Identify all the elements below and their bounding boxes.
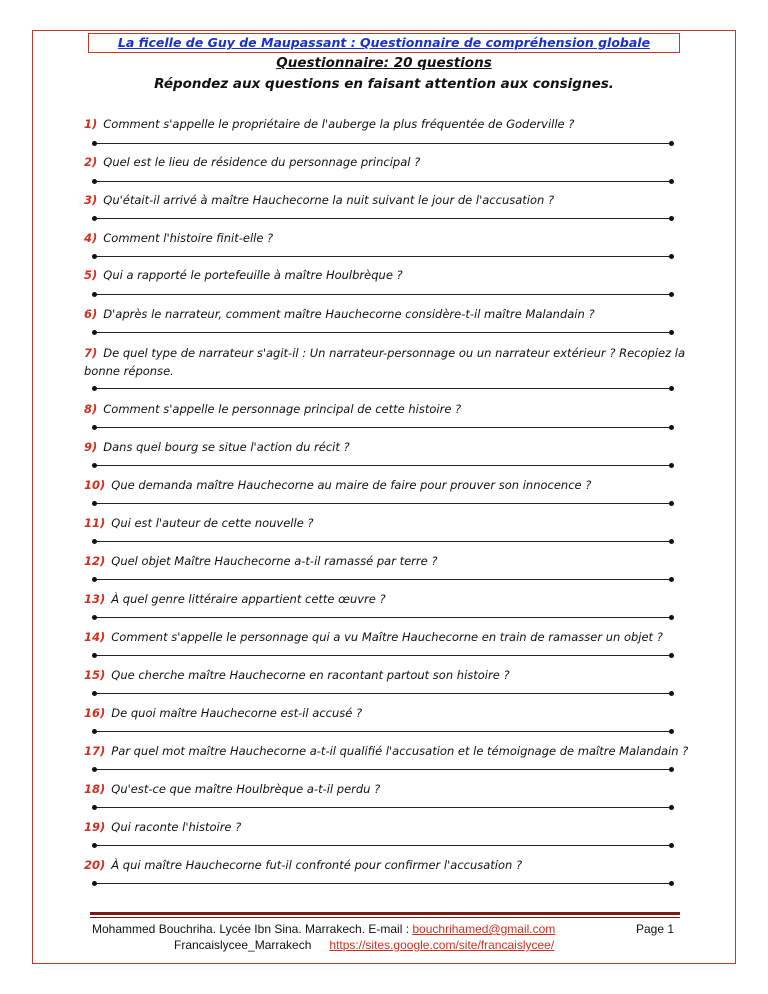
question-item xyxy=(84,704,689,722)
question-text: Que demanda maître Hauchecorne au maire de faire pour prouver son innocence ? xyxy=(111,478,592,492)
answer-line[interactable] xyxy=(94,465,672,466)
question-text: D'après le narrateur, comment maître Hauchecorne considère-t-il maître Malandain ? xyxy=(103,307,595,321)
question-item xyxy=(84,818,689,836)
question-item xyxy=(84,438,689,456)
question-text: Quel est le lieu de résidence du personnage principal ? xyxy=(103,155,421,169)
question-number: 11) xyxy=(84,516,106,530)
page-number: Page 1 xyxy=(636,922,675,936)
question-text: Comment s'appelle le personnage qui a vu Maître Hauchecorne en train de ramasser un objet ? xyxy=(111,630,663,644)
question-item xyxy=(84,590,689,608)
answer-line[interactable] xyxy=(94,693,672,694)
answer-line[interactable] xyxy=(94,256,672,257)
answer-line[interactable] xyxy=(94,503,672,504)
question-number: 7) xyxy=(84,346,98,360)
question-text: Comment s'appelle le propriétaire de l'auberge la plus fréquentée de Goderville ? xyxy=(103,117,575,131)
question-item xyxy=(84,344,689,380)
question-number: 20) xyxy=(84,858,106,872)
answer-line[interactable] xyxy=(94,332,672,333)
question-item xyxy=(84,552,689,570)
question-text: Qui a rapporté le portefeuille à maître Houlbrèque ? xyxy=(103,268,403,282)
question-text: Comment l'histoire finit-elle ? xyxy=(103,231,274,245)
question-number: 1) xyxy=(84,117,98,131)
question-item xyxy=(84,229,689,247)
footer-site xyxy=(174,938,554,952)
question-item xyxy=(84,666,689,684)
answer-line[interactable] xyxy=(94,181,672,182)
question-text: Dans quel bourg se situe l'action du récit ? xyxy=(103,440,350,454)
question-number: 14) xyxy=(84,630,106,644)
answer-line[interactable] xyxy=(94,883,672,884)
question-text: À quel genre littéraire appartient cette œuvre ? xyxy=(111,592,386,606)
answer-line[interactable] xyxy=(94,427,672,428)
question-number: 13) xyxy=(84,592,106,606)
question-text: Qu'était-il arrivé à maître Hauchecorne la nuit suivant le jour de l'accusation ? xyxy=(103,193,555,207)
question-number: 10) xyxy=(84,478,106,492)
footer-email-link[interactable]: bouchrihamed@gmail.com xyxy=(412,922,556,936)
question-number: 6) xyxy=(84,307,98,321)
question-item xyxy=(84,400,689,418)
question-number: 5) xyxy=(84,268,98,282)
answer-line[interactable] xyxy=(94,218,672,219)
answer-line[interactable] xyxy=(94,845,672,846)
footer-author-text: Mohammed Bouchriha. Lycée Ibn Sina. Marrakech. E-mail : xyxy=(92,922,413,936)
question-text: Qu'est-ce que maître Houlbrèque a-t-il perdu ? xyxy=(111,782,381,796)
answer-line[interactable] xyxy=(94,807,672,808)
questionnaire-subtitle: Questionnaire: 20 questions xyxy=(276,55,492,71)
instructions: Répondez aux questions en faisant attention aux consignes. xyxy=(154,76,614,92)
question-text: De quel type de narrateur s'agit-il : Un narrateur-personnage ou un narrateur extérieur ? Recopiez la bonne réponse. xyxy=(84,346,686,378)
question-item xyxy=(84,780,689,798)
document-title: La ficelle de Guy de Maupassant : Questionnaire de compréhension globale xyxy=(88,33,680,53)
question-text: De quoi maître Hauchecorne est-il accusé ? xyxy=(111,706,363,720)
question-number: 2) xyxy=(84,155,98,169)
question-item xyxy=(84,191,689,209)
answer-line[interactable] xyxy=(94,541,672,542)
question-text: Qui est l'auteur de cette nouvelle ? xyxy=(111,516,314,530)
question-text: Que cherche maître Hauchecorne en racontant partout son histoire ? xyxy=(111,668,510,682)
question-text: Par quel mot maître Hauchecorne a-t-il qualifié l'accusation et le témoignage de maître Malandain ? xyxy=(111,744,689,758)
footer-url-link[interactable]: https://sites.google.com/site/francaislycee/ xyxy=(329,938,555,952)
answer-line[interactable] xyxy=(94,617,672,618)
footer-divider-thin xyxy=(90,917,680,918)
question-text: Qui raconte l'histoire ? xyxy=(111,820,242,834)
question-number: 16) xyxy=(84,706,106,720)
answer-line[interactable] xyxy=(94,579,672,580)
question-item xyxy=(84,266,689,284)
question-number: 3) xyxy=(84,193,98,207)
question-number: 4) xyxy=(84,231,98,245)
footer-site-name: Francaislycee_Marrakech xyxy=(174,938,312,952)
question-text: Comment s'appelle le personnage principal de cette histoire ? xyxy=(103,402,462,416)
question-number: 12) xyxy=(84,554,106,568)
question-item xyxy=(84,115,689,133)
question-item xyxy=(84,628,689,646)
question-number: 8) xyxy=(84,402,98,416)
question-item xyxy=(84,856,689,874)
question-text: Quel objet Maître Hauchecorne a-t-il ramassé par terre ? xyxy=(111,554,438,568)
question-item xyxy=(84,305,689,323)
question-number: 18) xyxy=(84,782,106,796)
question-number: 15) xyxy=(84,668,106,682)
question-item xyxy=(84,476,689,494)
answer-line[interactable] xyxy=(94,143,672,144)
answer-line[interactable] xyxy=(94,655,672,656)
footer-divider xyxy=(90,912,680,915)
question-number: 19) xyxy=(84,820,106,834)
answer-line[interactable] xyxy=(94,294,672,295)
question-number: 17) xyxy=(84,744,106,758)
answer-line[interactable] xyxy=(94,769,672,770)
question-item xyxy=(84,153,689,171)
footer-author xyxy=(92,922,555,936)
question-text: À qui maître Hauchecorne fut-il confronté pour confirmer l'accusation ? xyxy=(111,858,523,872)
question-number: 9) xyxy=(84,440,98,454)
question-item xyxy=(84,514,689,532)
question-item xyxy=(84,742,689,760)
answer-line[interactable] xyxy=(94,388,672,389)
answer-line[interactable] xyxy=(94,731,672,732)
